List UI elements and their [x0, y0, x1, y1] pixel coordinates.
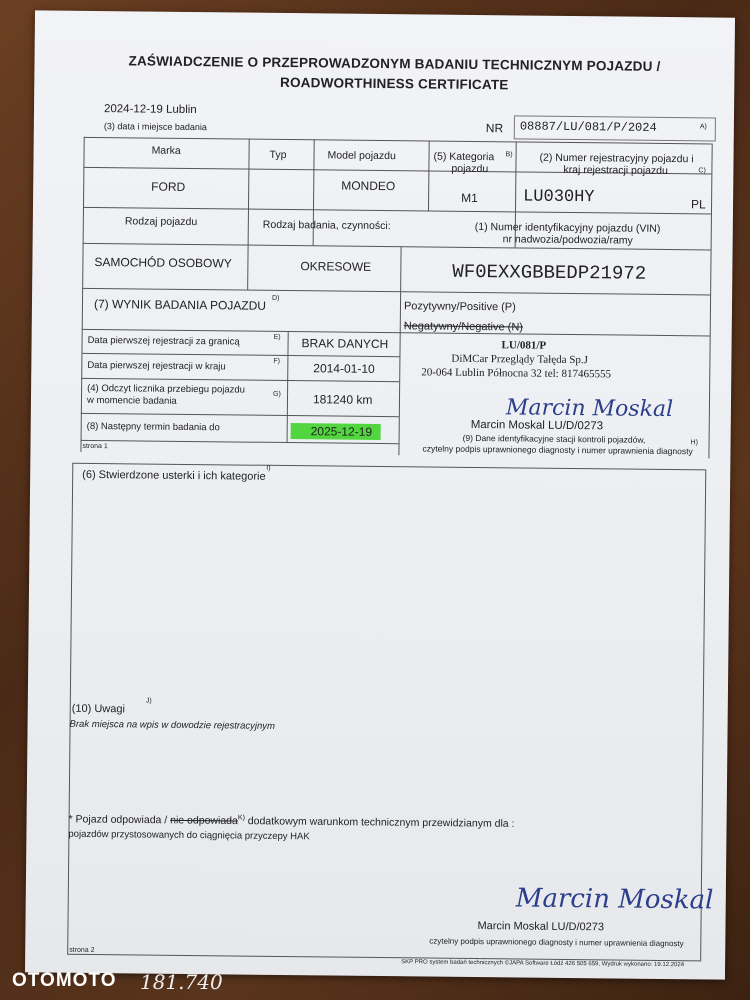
- defects-label: (6) Stwierdzone usterki i ich kategorie: [82, 468, 266, 483]
- date-place-label: (3) data i miejsce badania: [103, 121, 207, 133]
- uwagi-sup: J): [145, 697, 152, 705]
- stamp-line-1: LU/081/P: [501, 339, 547, 352]
- bottom-signature: Marcin Moskal: [515, 883, 714, 916]
- uwagi-text: Brak miejsca na wpis w dowodzie rejestracyjnym: [69, 718, 276, 732]
- diagnost-signature: Marcin Moskal: [505, 395, 674, 423]
- rej-label-2: kraj rejestracji pojazdu: [563, 163, 668, 177]
- row-sup: G): [273, 390, 281, 398]
- badanie-value: OKRESOWE: [300, 259, 372, 274]
- otomoto-watermark: OTOMOTO: [12, 970, 117, 991]
- result-sup: D): [272, 294, 280, 302]
- row-label: Data pierwszej rejestracji za granicą: [87, 334, 240, 348]
- marka-value: FORD: [151, 179, 186, 194]
- hak-line-2: pojazdów przystosowanych do ciągnięcia przyczepy HAK: [68, 828, 310, 843]
- title-line-2: ROADWORTHINESS CERTIFICATE: [280, 74, 509, 93]
- row-odometer: [81, 378, 399, 417]
- row-next-inspection: [81, 413, 399, 444]
- row-value: 2025-12-19: [310, 424, 373, 439]
- badanie-label: Rodzaj badania, czynności:: [262, 218, 391, 233]
- vin-label-2: nr nadwozia/podwozia/ramy: [502, 233, 633, 247]
- bottom-sig-label: czytelny podpis uprawnionego diagnosty i numer uprawnienia diagnosty: [429, 936, 684, 949]
- hak-prefix: * Pojazd odpowiada /: [68, 813, 168, 827]
- marka-label: Marka: [151, 144, 181, 157]
- uwagi-label: (10) Uwagi: [71, 702, 125, 716]
- row-label: (4) Odczyt licznika przebiegu pojazdu: [87, 382, 246, 396]
- diagnost-sup: H): [690, 439, 698, 447]
- vin-value: WF0EXXGBBEDP21972: [452, 260, 647, 285]
- rej-sup: C): [698, 167, 706, 175]
- row-sup: E): [273, 333, 281, 341]
- stamp-line-3: 20-064 Lublin Północna 32 tel: 817465555: [421, 366, 612, 381]
- rej-label: (2) Numer rejestracyjny pojazdu i: [539, 151, 694, 166]
- result-label: (7) WYNIK BADANIA POJAZDU: [93, 296, 267, 313]
- title-line-1: ZAŚWIADCZENIE O PRZEPROWADZONYM BADANIU TECHNICZNYM POJAZDU /: [128, 53, 661, 74]
- page-1-label: strona 1: [82, 442, 108, 451]
- vin-label: (1) Numer identyfikacyjny pojazdu (VIN): [474, 220, 661, 235]
- diagnost-label-2: czytelny podpis uprawnionego diagnosty i numer uprawnienia diagnosty: [422, 443, 693, 457]
- nr-value: 08887/LU/081/P/2024: [519, 119, 657, 135]
- kategoria-label: (5) Kategoria: [433, 150, 495, 164]
- diagnost-name: Marcin Moskal LU/D/0273: [470, 418, 604, 433]
- stamp-line-2: DiMCar Przeglądy Tałęda Sp.J: [451, 352, 589, 367]
- kraj-value: PL: [690, 197, 706, 212]
- hak-strike: nie odpowiada: [170, 814, 238, 828]
- kategoria-sup: B): [505, 151, 513, 159]
- date-place: 2024-12-19 Lublin: [103, 103, 197, 117]
- model-label: Model pojazdu: [327, 149, 396, 163]
- details-rows: [80, 329, 399, 455]
- result-negative: Negatywny/Negative (N): [403, 320, 524, 334]
- rej-value: LU030HY: [523, 187, 595, 208]
- rodzaj-label: Rodzaj pojazdu: [124, 215, 198, 229]
- model-value: MONDEO: [341, 178, 396, 194]
- hak-sup: K): [237, 814, 245, 822]
- row-value: BRAK DANYCH: [301, 336, 389, 352]
- certificate-paper: [25, 10, 735, 979]
- nr-label: NR: [485, 121, 504, 136]
- bottom-name: Marcin Moskal LU/D/0273: [477, 920, 605, 934]
- handwritten-mileage: 181.740: [140, 970, 223, 994]
- row-sup: F): [273, 357, 281, 365]
- nr-sup: A): [699, 123, 707, 131]
- rodzaj-value: SAMOCHÓD OSOBOWY: [94, 254, 232, 271]
- row-label: Data pierwszej rejestracji w kraju: [87, 359, 226, 373]
- row-value: 2014-01-10: [313, 361, 375, 376]
- diagnost-label-1: (9) Dane identyfikacyjne stacji kontroli pojazdów,: [462, 432, 646, 445]
- footer-text: SKP PRO system badań technicznych ©JAPA Software Łódź 426 505 659, Wydruk wykonano: 19.12.2024: [401, 959, 685, 969]
- result-positive: Pozytywny/Positive (P): [403, 300, 516, 314]
- row-label-2: w momencie badania: [86, 394, 177, 407]
- typ-label: Typ: [269, 148, 287, 162]
- row-value: 181240 km: [312, 392, 373, 407]
- row-label: (8) Następny termin badania do: [86, 420, 220, 434]
- hak-suffix: dodatkowym warunkom technicznym przewidzianym dla :: [247, 815, 515, 830]
- page-2-label: strona 2: [69, 946, 95, 955]
- defects-sup: I): [266, 464, 271, 472]
- kategoria-label-2: pojazdu: [451, 162, 489, 176]
- kategoria-value: M1: [461, 190, 478, 206]
